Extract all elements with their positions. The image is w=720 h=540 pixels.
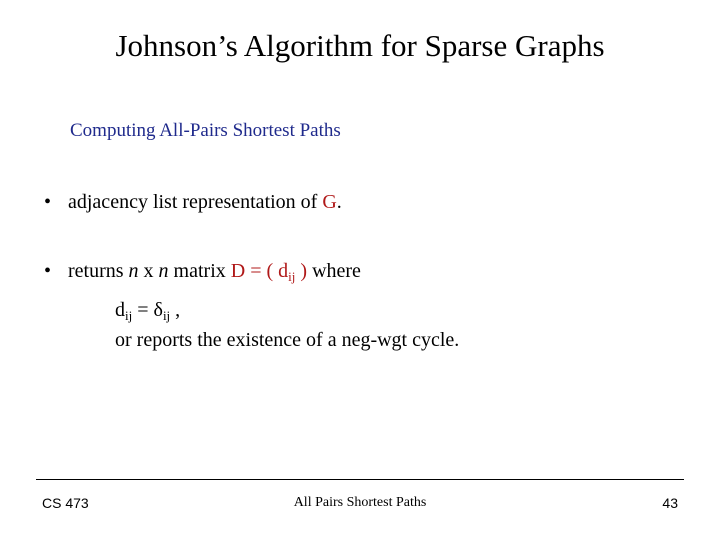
subscript-ij: ij [288, 269, 296, 284]
matrix-text: matrix [168, 260, 231, 282]
comma: , [170, 299, 181, 321]
bullet-returns-matrix [44, 258, 361, 284]
dij-equals-delta [115, 297, 180, 323]
matrix-d-definition [231, 260, 307, 282]
returns-text: returns [68, 260, 129, 282]
subscript-ij: ij [162, 308, 171, 323]
footer-course: CS 473 [42, 495, 89, 511]
bullet-dot: • [44, 260, 52, 282]
bullet1-end: . [336, 191, 342, 213]
neg-cycle-line: or reports the existence of a neg-wgt cycle. [115, 329, 460, 351]
slide-subtitle: Computing All-Pairs Shortest Paths [70, 120, 341, 141]
n-symbol: n [128, 260, 139, 282]
footer-page-number: 43 [662, 495, 678, 511]
bullet1-text: adjacency list representation of [68, 191, 323, 213]
bullet-dot: • [44, 191, 52, 213]
d-eq-text: D = ( d [230, 260, 289, 282]
subscript-ij: ij [125, 308, 133, 323]
d-symbol: d [115, 299, 125, 321]
eq-delta: = δ [132, 299, 163, 321]
footer-divider [36, 479, 684, 480]
n-symbol: n [158, 260, 169, 282]
where-text: where [307, 260, 361, 282]
slide-title: Johnson’s Algorithm for Sparse Graphs [115, 28, 605, 63]
bullet-adjacency-list [44, 189, 342, 215]
times-text: x [138, 260, 159, 282]
close-paren: ) [295, 260, 308, 282]
footer-topic: All Pairs Shortest Paths [293, 495, 427, 510]
graph-symbol: G [322, 191, 337, 213]
